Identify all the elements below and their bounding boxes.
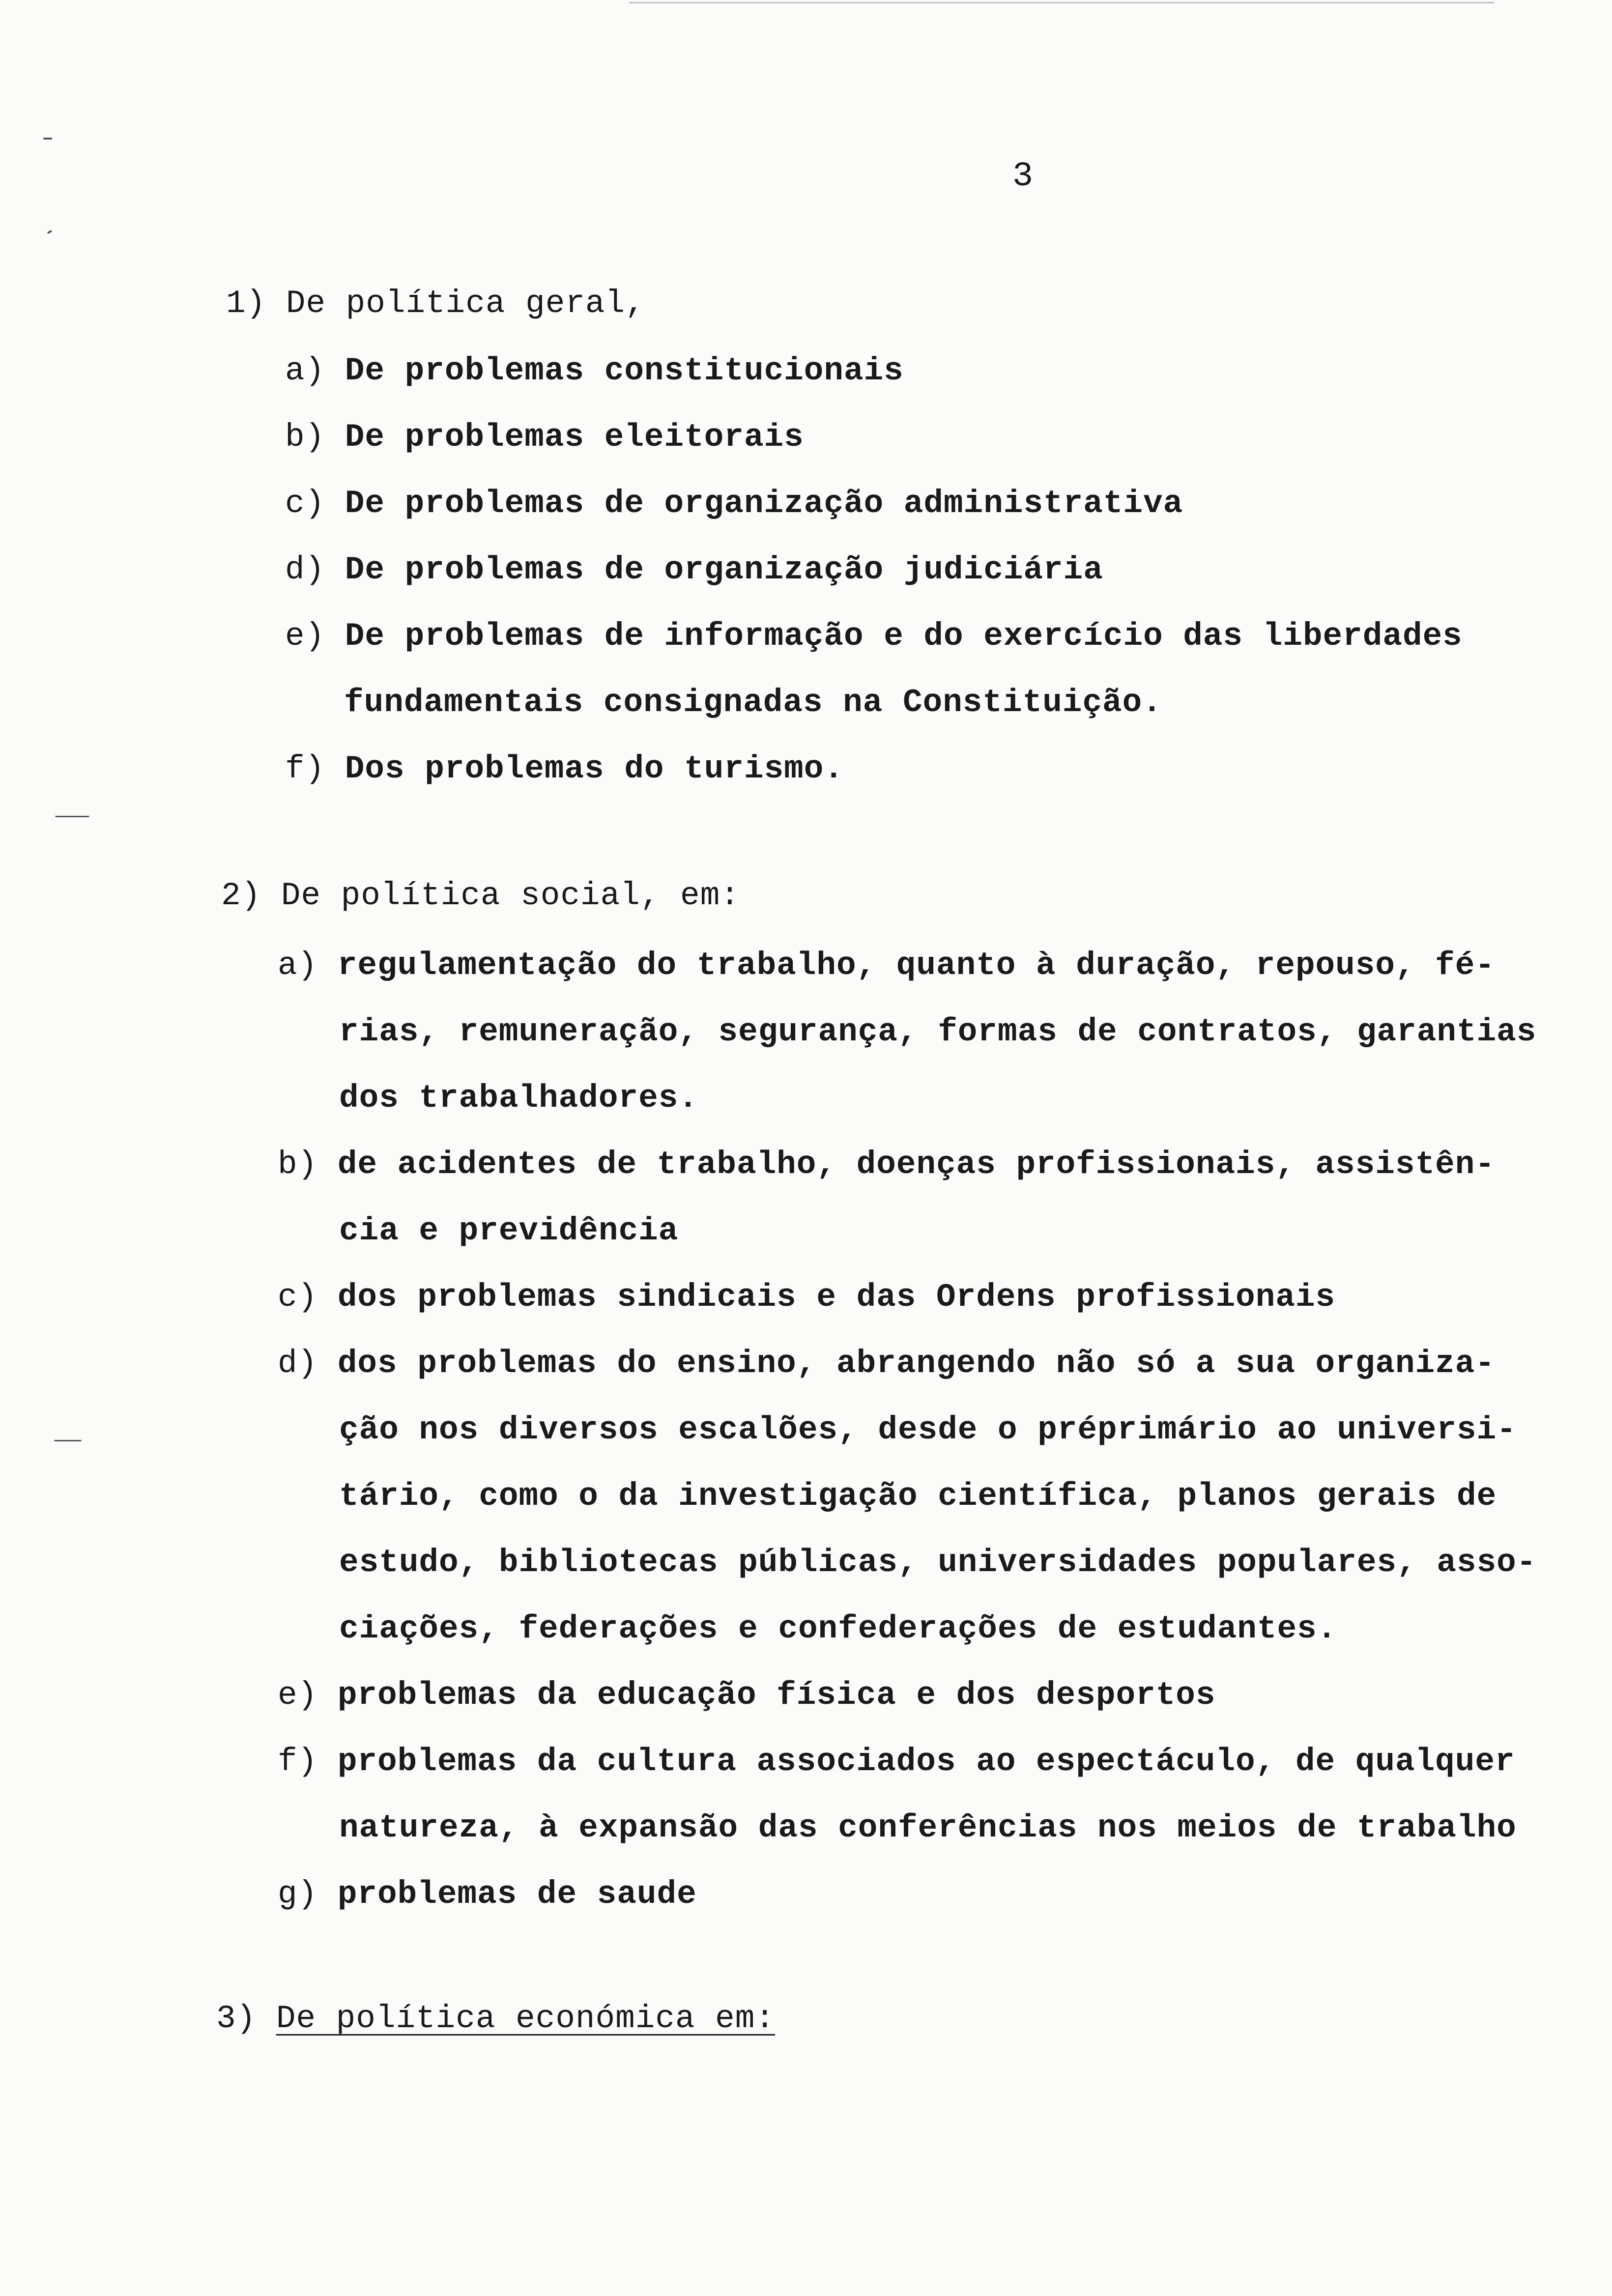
item-label: e) — [285, 618, 325, 655]
list-item — [285, 620, 1463, 653]
item-text: rias, remuneração, segurança, formas de contratos, garantias — [339, 1013, 1537, 1050]
item-text: De problemas de organização administrativa — [345, 485, 1183, 522]
list-item-continuation — [339, 1082, 698, 1115]
item-text: fundamentais consignadas na Constituição. — [344, 684, 1162, 721]
section-label: 3) — [216, 2000, 257, 2037]
list-item — [285, 421, 804, 454]
item-text: dos problemas sindicais e das Ordens profissionais — [337, 1279, 1336, 1316]
list-item — [278, 1148, 1495, 1181]
item-text: dos problemas do ensino, abrangendo não só a sua organiza- — [337, 1345, 1496, 1382]
page-number: 3 — [1012, 157, 1034, 196]
item-text: ciações, federações e confederações de estudantes. — [339, 1610, 1337, 1647]
item-label: f) — [278, 1743, 318, 1780]
item-label: c) — [278, 1279, 318, 1316]
item-label: d) — [285, 551, 325, 588]
margin-mark — [47, 230, 53, 234]
item-text: De problemas eleitorais — [345, 419, 804, 456]
list-item — [278, 1679, 1216, 1712]
margin-mark — [43, 138, 52, 140]
margin-mark — [54, 1440, 82, 1441]
item-text: dos trabalhadores. — [339, 1080, 698, 1117]
list-item — [285, 352, 904, 389]
item-text: Dos problemas do turismo. — [345, 750, 844, 787]
list-item — [278, 1345, 1496, 1382]
section-label: 1) — [226, 285, 266, 322]
item-label: a) — [278, 947, 318, 984]
top-edge-rule — [629, 2, 1494, 3]
item-label: b) — [285, 419, 325, 456]
item-text: natureza, à expansão das conferências nos meios de trabalho — [339, 1809, 1517, 1846]
list-item-continuation — [339, 1480, 1497, 1513]
item-label: b) — [278, 1146, 318, 1183]
section-heading — [226, 287, 645, 320]
section-title: De política geral, — [286, 285, 645, 322]
list-item-continuation — [344, 684, 1162, 721]
item-text: problemas da cultura associados ao espectáculo, de qualquer — [337, 1743, 1515, 1780]
list-item — [278, 1281, 1335, 1314]
list-item-continuation — [339, 1610, 1337, 1647]
list-item — [285, 485, 1183, 522]
item-text: tário, como o da investigação científica, planos gerais de — [339, 1478, 1497, 1515]
item-text: De problemas constitucionais — [345, 352, 904, 389]
list-item — [285, 551, 1103, 588]
section-label: 2) — [221, 877, 261, 914]
list-item — [278, 1743, 1515, 1780]
item-text: ção nos diversos escalões, desde o préprimário ao universi- — [339, 1411, 1517, 1448]
list-item — [278, 949, 1495, 982]
list-item-continuation — [339, 1212, 679, 1249]
margin-mark — [55, 816, 89, 817]
item-text: cia e previdência — [339, 1212, 679, 1249]
item-label: d) — [278, 1345, 318, 1382]
list-item-continuation — [339, 1544, 1537, 1581]
item-label: c) — [285, 485, 325, 522]
item-text: problemas de saude — [337, 1876, 697, 1913]
item-text: problemas da educação física e dos desportos — [337, 1677, 1216, 1714]
item-label: f) — [285, 750, 325, 787]
section-heading — [216, 2000, 775, 2037]
item-text: de acidentes de trabalho, doenças profissionais, assistên- — [337, 1146, 1496, 1183]
item-text: estudo, bibliotecas públicas, universidades populares, asso- — [339, 1544, 1537, 1581]
list-item-continuation — [339, 1411, 1517, 1448]
list-item-continuation — [339, 1013, 1537, 1050]
item-label: g) — [278, 1876, 318, 1913]
list-item — [285, 750, 844, 787]
list-item — [278, 1878, 697, 1911]
list-item-continuation — [339, 1809, 1517, 1846]
section-heading — [221, 877, 740, 914]
item-label: a) — [285, 352, 325, 389]
section-title: De política social, em: — [281, 877, 740, 914]
item-text: regulamentação do trabalho, quanto à duração, repouso, fé- — [337, 947, 1496, 984]
item-text: De problemas de organização judiciária — [345, 551, 1103, 588]
section-title: De política económica em: — [276, 2000, 775, 2037]
item-text: De problemas de informação e do exercício das liberdades — [345, 618, 1463, 655]
item-label: e) — [278, 1677, 318, 1714]
